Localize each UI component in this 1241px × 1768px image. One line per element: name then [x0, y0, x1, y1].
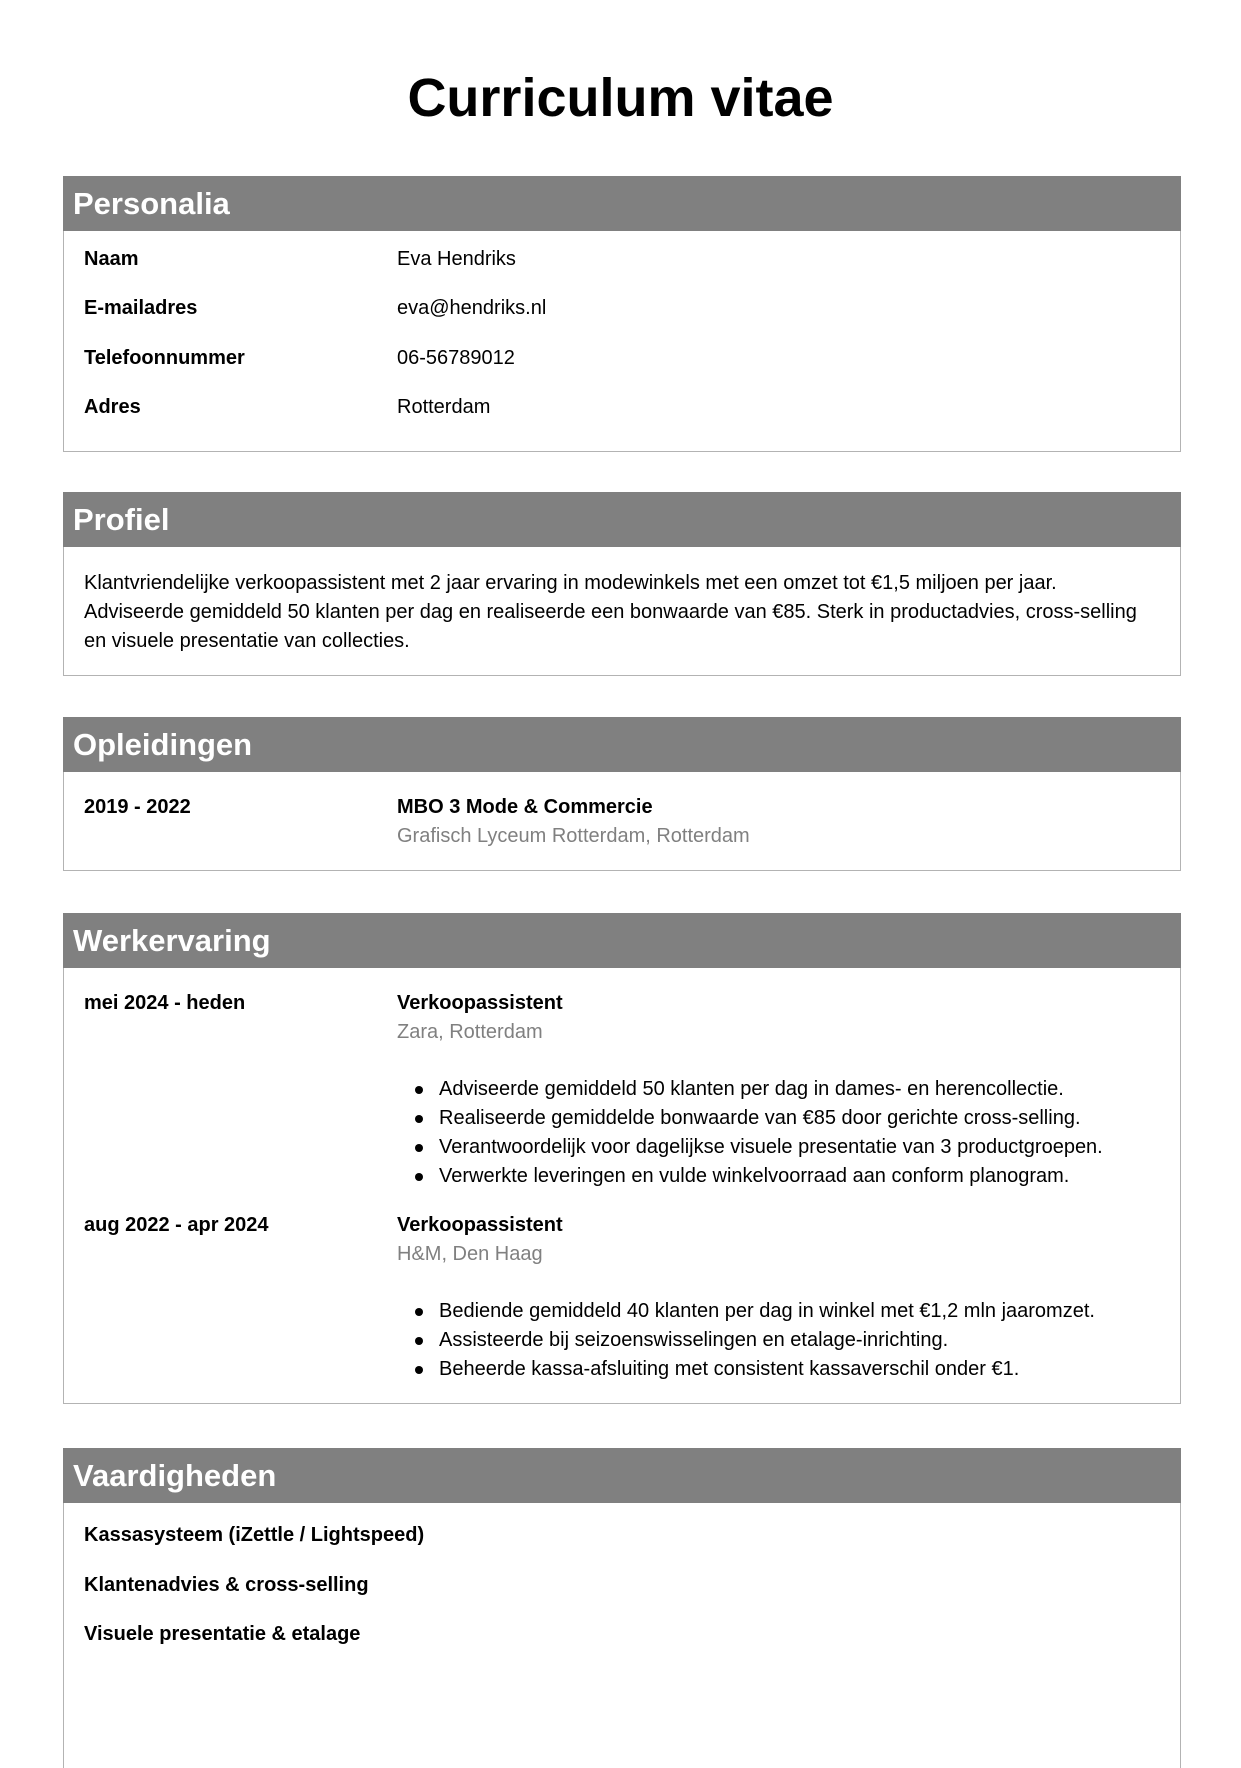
- section-heading: Profiel: [63, 492, 1181, 547]
- field-label-adres: Adres: [84, 396, 141, 418]
- section-werkervaring: [63, 913, 1181, 1404]
- field-value-telefoon: 06-56789012: [397, 347, 515, 369]
- job-period: aug 2022 - apr 2024: [84, 1214, 269, 1236]
- job-bullets: [397, 1297, 1095, 1384]
- profile-text: Klantvriendelijke verkoopassistent met 2 jaar ervaring in modewinkels met een omzet tot €1,5 miljoen per jaar. Adviseerde gemiddeld 50 klanten per dag en realiseerde een bonwaarde van €85. Sterk in productadvies, cross-selling en visuele presentatie van collecties.: [84, 572, 1137, 652]
- field-label-email: E-mailadres: [84, 297, 198, 319]
- section-heading: Opleidingen: [63, 717, 1181, 772]
- job-title: Verkoopassistent: [397, 992, 563, 1014]
- skill-item: Klantenadvies & cross-selling: [84, 1574, 369, 1596]
- education-period: 2019 - 2022: [84, 796, 191, 818]
- field-label-naam: Naam: [84, 248, 139, 270]
- list-item: Assisteerde bij seizoenswisselingen en etalage-inrichting.: [439, 1326, 1095, 1355]
- job-title: Verkoopassistent: [397, 1214, 563, 1236]
- education-institution: Grafisch Lyceum Rotterdam, Rotterdam: [397, 825, 750, 847]
- list-item: Realiseerde gemiddelde bonwaarde van €85 door gerichte cross-selling.: [439, 1104, 1103, 1133]
- field-value-adres: Rotterdam: [397, 396, 491, 418]
- list-item: Beheerde kassa-afsluiting met consistent kassaverschil onder €1.: [439, 1355, 1095, 1384]
- list-item: Verwerkte leveringen en vulde winkelvoorraad aan conform planogram.: [439, 1162, 1103, 1191]
- section-heading: Vaardigheden: [63, 1448, 1181, 1503]
- field-value-email: eva@hendriks.nl: [397, 297, 547, 319]
- section-profiel: [63, 492, 1181, 676]
- skill-item: Visuele presentatie & etalage: [84, 1623, 361, 1645]
- education-title: MBO 3 Mode & Commercie: [397, 796, 653, 818]
- job-employer: H&M, Den Haag: [397, 1243, 543, 1265]
- section-vaardigheden: [63, 1448, 1181, 1768]
- page-title: Curriculum vitae: [407, 68, 834, 128]
- section-heading: Personalia: [63, 176, 1181, 231]
- section-heading: Werkervaring: [63, 913, 1181, 968]
- job-employer: Zara, Rotterdam: [397, 1021, 543, 1043]
- section-personalia: [63, 176, 1181, 452]
- skill-item: Kassasysteem (iZettle / Lightspeed): [84, 1524, 425, 1546]
- section-opleidingen: [63, 717, 1181, 871]
- list-item: Adviseerde gemiddeld 50 klanten per dag in dames- en herencollectie.: [439, 1075, 1103, 1104]
- list-item: Bediende gemiddeld 40 klanten per dag in winkel met €1,2 mln jaaromzet.: [439, 1297, 1095, 1326]
- field-label-telefoon: Telefoonnummer: [84, 347, 245, 369]
- job-bullets: [397, 1075, 1103, 1191]
- list-item: Verantwoordelijk voor dagelijkse visuele presentatie van 3 productgroepen.: [439, 1133, 1103, 1162]
- job-period: mei 2024 - heden: [84, 992, 246, 1014]
- field-value-naam: Eva Hendriks: [397, 248, 516, 270]
